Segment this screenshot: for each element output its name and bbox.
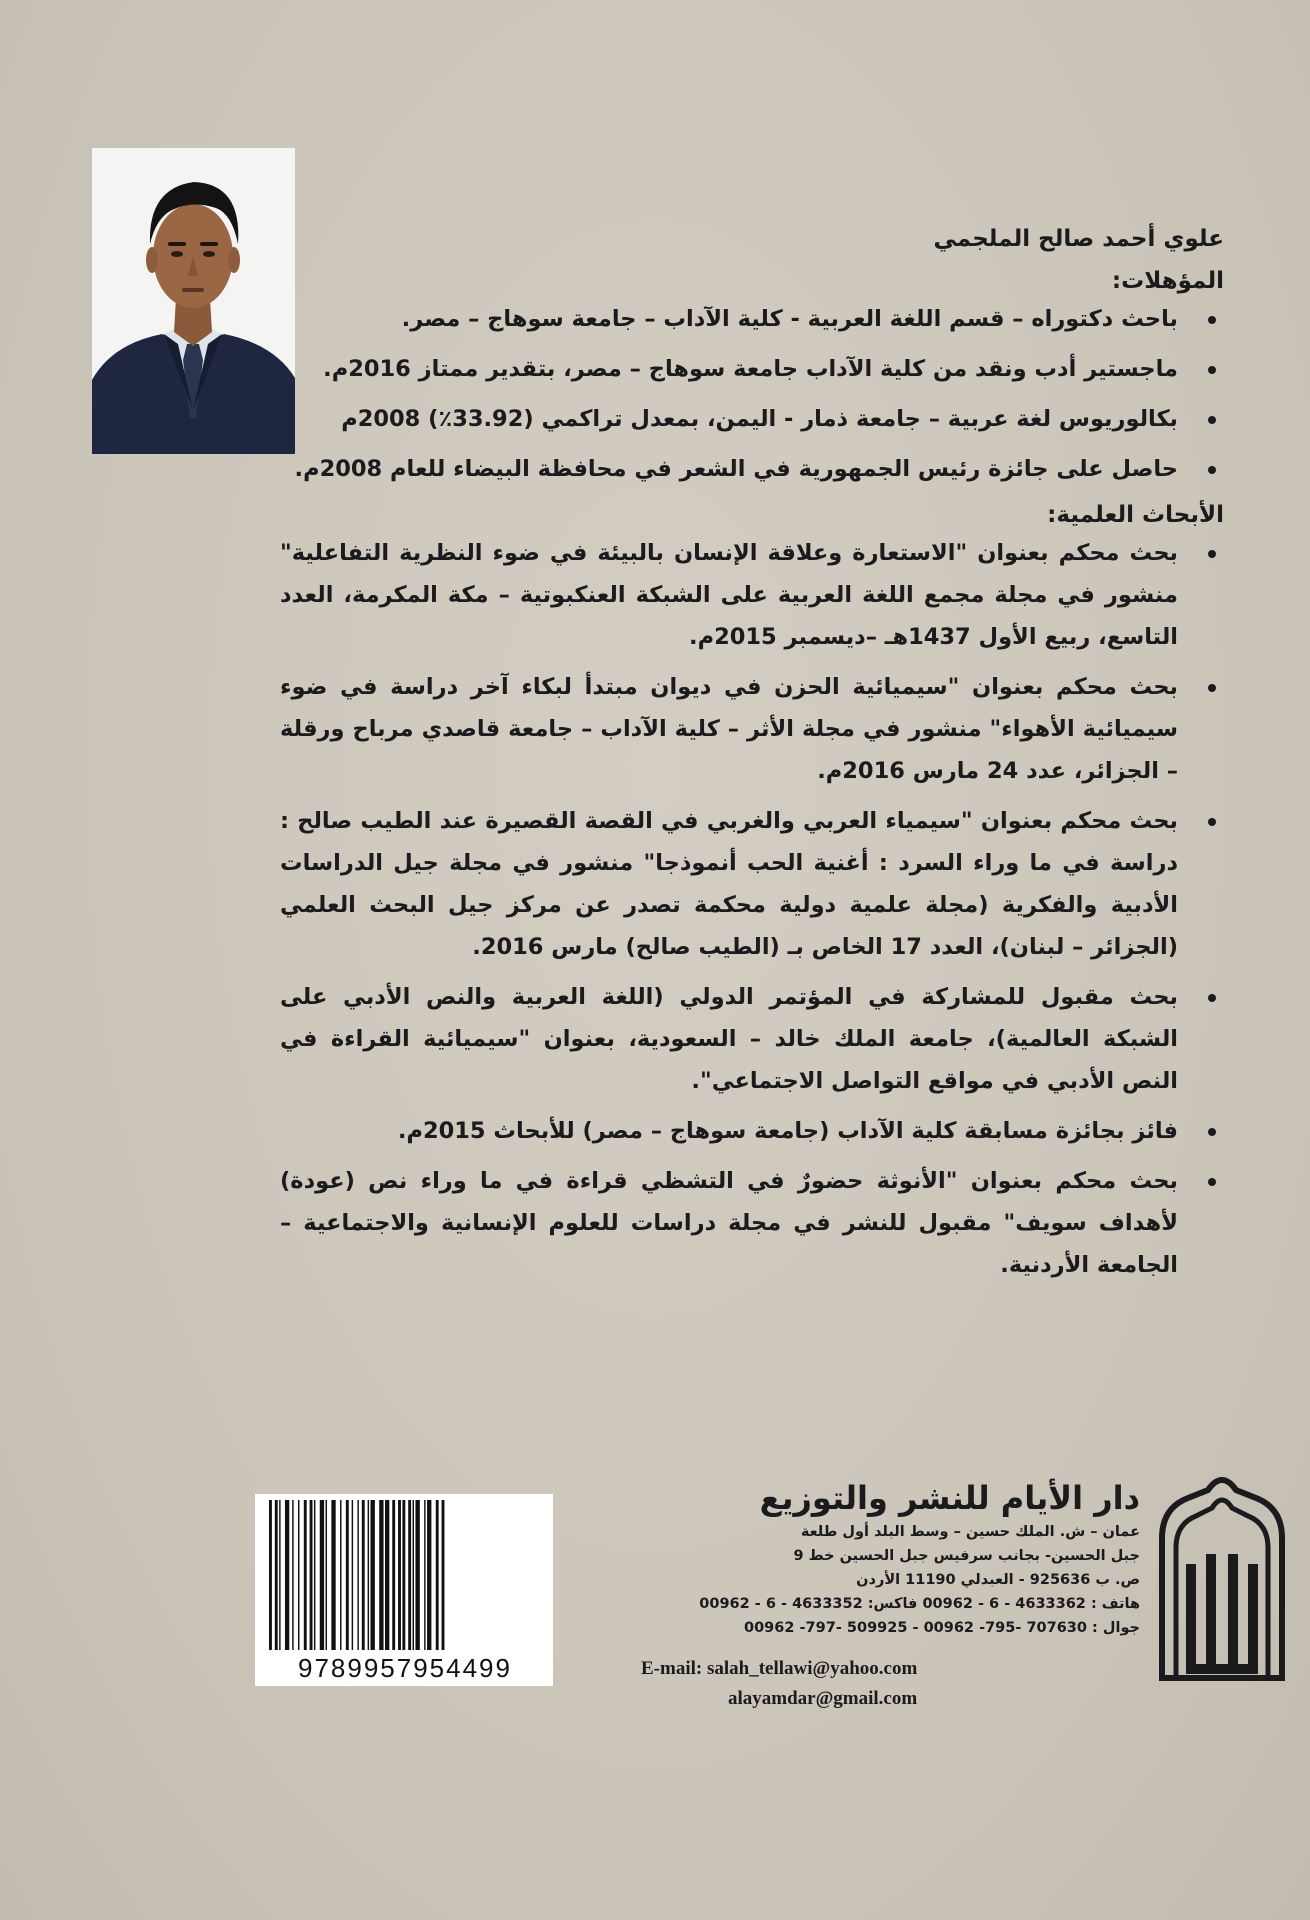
list-item: حاصل على جائزة رئيس الجمهورية في الشعر في محافظة البيضاء للعام 2008م. <box>280 448 1224 490</box>
barcode-bar <box>436 1500 439 1650</box>
barcode-bar <box>269 1500 272 1650</box>
author-bio <box>280 222 1224 1294</box>
barcode-bar <box>279 1500 280 1650</box>
list-item: بحث محكم بعنوان "الأنوثة حضورٌ في التشظي قراءة في ما وراء نص (عودة) لأهداف سويف" مقبول للنشر في مجلة دراسات للعلوم الإنسانية والاجتماعية – الجامعة الأردنية. <box>280 1160 1224 1286</box>
barcode-bars <box>265 1500 543 1650</box>
barcode-bar <box>314 1500 315 1650</box>
barcode-bar <box>320 1500 324 1650</box>
bullet-icon <box>1208 466 1216 474</box>
barcode-bar <box>392 1500 395 1650</box>
list-item: بكالوريوس لغة عربية – جامعة ذمار - اليمن، بمعدل تراكمي (33.92٪) 2008م <box>280 398 1224 440</box>
barcode-bar <box>326 1500 327 1650</box>
bullet-icon <box>1208 550 1216 558</box>
barcode-bar <box>442 1500 445 1650</box>
bullet-icon <box>1208 818 1216 826</box>
publisher-name: دار الأيام للنشر والتوزيع <box>759 1479 1140 1517</box>
barcode-bar <box>362 1500 365 1650</box>
barcode-bar <box>415 1500 419 1650</box>
barcode-bar <box>368 1500 369 1650</box>
research-heading: الأبحاث العلمية: <box>1047 502 1224 528</box>
barcode-bar <box>424 1500 425 1650</box>
bullet-icon <box>1208 1128 1216 1136</box>
list-item: ماجستير أدب ونقد من كلية الآداب جامعة سوهاج – مصر، بتقدير ممتاز 2016م. <box>280 348 1224 390</box>
publisher-phone: هاتف : 4633362 - 6 - 00962 فاكس: 4633352 - 6 - 00962 <box>699 1596 1140 1612</box>
publisher-po-box: ص. ب 925636 - العبدلي 11190 الأردن <box>856 1572 1140 1588</box>
isbn-barcode <box>255 1494 553 1686</box>
barcode-bar <box>292 1500 293 1650</box>
barcode-bar <box>310 1500 313 1650</box>
bullet-icon <box>1208 1178 1216 1186</box>
publisher-address-1: عمان – ش. الملك حسين – وسط البلد أول طلعة <box>800 1524 1140 1540</box>
isbn-digits: 9789957954499 <box>298 1653 512 1683</box>
publisher-email-1: E-mail: salah_tellawi@yahoo.com <box>641 1658 918 1679</box>
bullet-icon <box>1208 316 1216 324</box>
list-item: فائز بجائزة مسابقة كلية الآداب (جامعة سوهاج – مصر) للأبحاث 2015م. <box>280 1110 1224 1152</box>
barcode-bar <box>413 1500 414 1650</box>
barcode-bar <box>385 1500 389 1650</box>
list-item: بحث محكم بعنوان "سيميائية الحزن في ديوان مبتدأ لبكاء آخر دراسة في ضوء سيميائية الأهواء" منشور في مجلة الأثر – كلية الآداب – جامعة قاصدي مرباح ورقلة – الجزائر، عدد 24 مارس 2016م. <box>280 666 1224 792</box>
research-list <box>280 532 1224 1286</box>
barcode-bar <box>427 1500 431 1650</box>
barcode-bar <box>398 1500 401 1650</box>
list-item: بحث محكم بعنوان "الاستعارة وعلاقة الإنسان بالبيئة في ضوء النظرية التفاعلية" منشور في مجلة مجمع اللغة العربية على الشبكة العنكبوتية – مكة المكرمة، العدد التاسع، ربيع الأول 1437هـ –ديسمبر 2015م. <box>280 532 1224 658</box>
barcode-bar <box>379 1500 383 1650</box>
list-item: بحث مقبول للمشاركة في المؤتمر الدولي (اللغة العربية والنص الأدبي على الشبكة العالمية)، جامعة الملك خالد – السعودية، بعنوان "سيميائية القراءة في النص الأدبي في مواقع التواصل الاجتماعي". <box>280 976 1224 1102</box>
barcode-bar <box>408 1500 411 1650</box>
qualifications-heading: المؤهلات: <box>1111 268 1224 294</box>
bullet-icon <box>1208 366 1216 374</box>
barcode-bar <box>346 1500 349 1650</box>
barcode-bar <box>304 1500 307 1650</box>
barcode-bar <box>340 1500 341 1650</box>
barcode-bar <box>275 1500 278 1650</box>
author-name: علوي أحمد صالح الملجمي <box>933 226 1224 252</box>
bullet-icon <box>1208 684 1216 692</box>
list-item: باحث دكتوراه – قسم اللغة العربية - كلية الآداب – جامعة سوهاج – مصر. <box>280 298 1224 340</box>
barcode-bar <box>371 1500 375 1650</box>
bullet-icon <box>1208 416 1216 424</box>
publisher-mobile: جوال : 707630 -795- 00962 - 509925 -797- 00962 <box>744 1620 1140 1636</box>
barcode-bar <box>357 1500 358 1650</box>
list-item: بحث محكم بعنوان "سيمياء العربي والغربي في القصة القصيرة عند الطيب صالح : دراسة في ما وراء السرد : أغنية الحب أنموذجا" منشور في مجلة جيل الدراسات الأدبية والفكرية (مجلة علمية دولية محكمة تصدر عن مركز جيل البحث العلمي (الجزائر – لبنان)، العدد 17 الخاص بـ (الطيب صالح) مارس 2016. <box>280 800 1224 968</box>
publisher-logo <box>1148 1468 1296 1682</box>
barcode-bar <box>352 1500 353 1650</box>
author-portrait-image <box>92 148 295 454</box>
bullet-icon <box>1208 994 1216 1002</box>
publisher-logo-icon <box>1148 1468 1296 1682</box>
barcode-bar <box>285 1500 289 1650</box>
publisher-info <box>630 1476 1140 1640</box>
qualifications-list <box>280 298 1224 490</box>
publisher-email-2: alayamdar@gmail.com <box>728 1688 918 1709</box>
barcode-bar <box>331 1500 335 1650</box>
author-photo <box>92 148 295 454</box>
publisher-address-2: جبل الحسين- بجانب سرفيس جبل الحسين خط 9 <box>793 1548 1140 1564</box>
barcode-bar <box>402 1500 405 1650</box>
barcode-bar <box>298 1500 299 1650</box>
